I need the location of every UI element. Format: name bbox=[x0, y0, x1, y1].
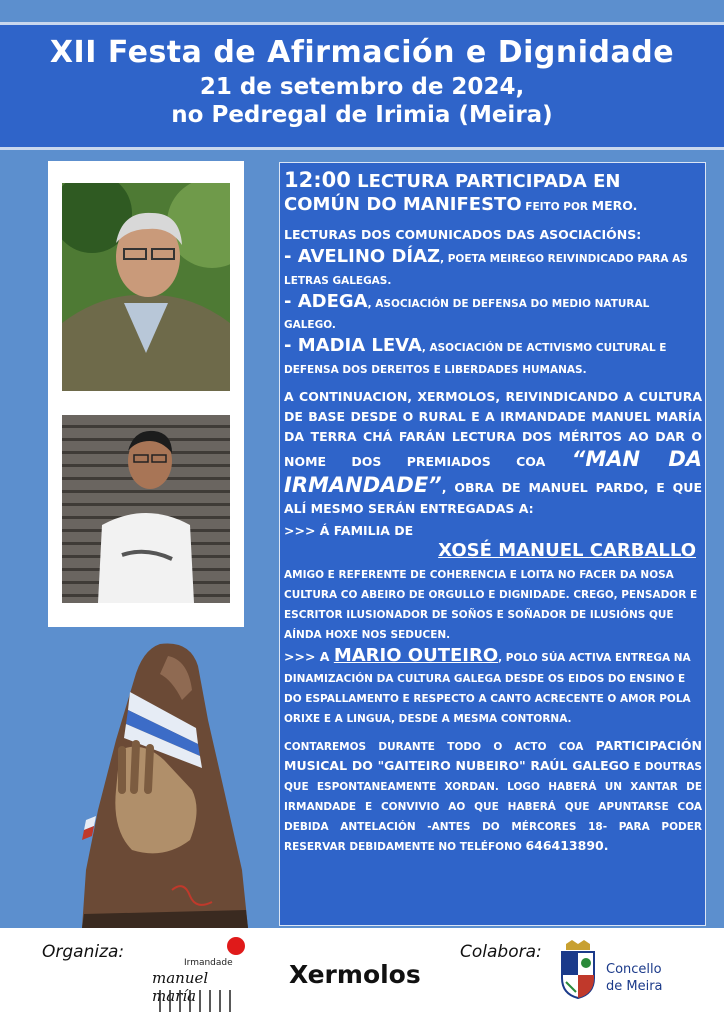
red-dot-icon bbox=[227, 937, 245, 955]
concello-meira-text bbox=[606, 962, 663, 996]
stroke-lines-icon bbox=[156, 990, 236, 1014]
assoc3-name: - MADIA LEVA bbox=[284, 335, 422, 356]
header-banner bbox=[0, 22, 724, 150]
irmandade-big-text: manuel maría bbox=[152, 969, 209, 1005]
portrait-photo-mario bbox=[62, 415, 230, 603]
winner1-desc: AMIGO E REFERENTE DE COHERENCIA E LOITA NO FACER DA NOSA CULTURA CO ABEIRO DE ORGULLO E DIGNIDADE. CREGO, PENSADOR E ESCRITOR ILUSIONADOR DE SOÑOS E SOÑADOR DE ILUSIÓNS QUE AÍNDA HOXE NOS SEDUCEN. bbox=[284, 568, 698, 641]
continuation-text: A CONTINUACION, XERMOLOS, REIVINDICANDO A CULTURA DE BASE DESDE O RURAL E A IRMANDADE MANUEL MARÍA DA TERRA CHÁ FARÁN LECTURA DOS MÉRITOS AO DAR O NOME DOS PREMIADOS COA bbox=[284, 388, 702, 469]
event-title: XII Festa de Afirmación e Dignidade bbox=[49, 35, 675, 70]
portrait-photo-avelino bbox=[62, 183, 230, 391]
program-intro-b: COMÚN DO MANIFESTO bbox=[284, 193, 522, 215]
sponsors-footer bbox=[0, 928, 724, 1024]
assoc3-desc: , ASOCIACIÓN DE ACTIVISMO CULTURAL E DEFENSA DOS DEREITOS E LIBERDADES HUMANAS. bbox=[284, 342, 667, 376]
winner2-prefix: >>> A bbox=[284, 648, 334, 664]
award-tail: , OBRA DE MANUEL PARDO, E QUE ALÍ MESMO SERÁN ENTREGADAS A: bbox=[284, 479, 702, 516]
program-intro-a: LECTURA PARTICIPADA EN bbox=[350, 171, 621, 192]
phone-number: 646413890. bbox=[525, 838, 609, 853]
award-name: “MAN DA IRMANDADE” bbox=[284, 446, 703, 497]
closing-b: PARTICIPACIÓN MUSICAL DO "GAITEIRO NUBEIRO" RAÚL GALEGO bbox=[284, 738, 702, 773]
concello-line2: de Meira bbox=[606, 978, 663, 994]
assoc1-name: - AVELINO DÍAZ bbox=[284, 246, 441, 267]
assoc1-desc: , POETA MEIREGO REIVINDICADO PARA AS LETRAS GALEGAS. bbox=[284, 253, 688, 287]
program-intro-d: MERO. bbox=[591, 197, 638, 213]
winner1-name: XOSÉ MANUEL CARBALLO bbox=[438, 540, 696, 561]
winner1-prefix: >>> Á FAMILIA DE bbox=[284, 523, 414, 538]
program-text-panel bbox=[279, 162, 706, 926]
concello-crest-icon bbox=[558, 938, 598, 1000]
assoc2-name: - ADEGA bbox=[284, 290, 368, 312]
xermolos-logo: Xermolos bbox=[289, 960, 421, 989]
irmandade-manuel-maria-logo bbox=[150, 936, 250, 1016]
organiza-label: Organiza: bbox=[42, 942, 125, 962]
event-place: no Pedregal de Irimia (Meira) bbox=[171, 102, 553, 128]
lecturas-heading: LECTURAS DOS COMUNICADOS DAS ASOCIACIÓNS: bbox=[284, 227, 642, 242]
winner2-name: MARIO OUTEIRO bbox=[333, 644, 499, 666]
program-time: 12:00 bbox=[284, 168, 351, 192]
photo-card bbox=[48, 161, 244, 627]
winner2-desc: , POLO SÚA ACTIVA ENTREGA NA DINAMIZACIÓN DA CULTURA GALEGA DESDE OS EIDOS DO ENSINO E DO ESPALLAMENTO E RESPECTO A CANTO ACRECENTE O AMOR POLA ORIXE E A LINGUA, DESDE A MESMA CONTORNA. bbox=[284, 651, 691, 725]
closing-a: CONTAREMOS DURANTE TODO O ACTO COA bbox=[284, 741, 596, 753]
program-intro-c: FEITO POR bbox=[521, 200, 592, 213]
irmandade-small-text: Irmandade bbox=[184, 958, 233, 968]
event-date: 21 de setembro de 2024, bbox=[199, 74, 525, 100]
closing-c: E DOUTRAS QUE ESPONTANEAMENTE XORDAN. LOGO HABERÁ UN XANTAR DE IRMANDADE E CONVIVIO AO QUE HABERÁ QUE APUNTARSE COA DEBIDA ANTELACIÓN -ANTES DO MÉRCORES 18- PARA PODER RESERVAR DEBIDAMENTE NO TELÉFONO bbox=[284, 761, 702, 853]
sculpture-man-da-irmandade-image bbox=[72, 640, 250, 930]
colabora-label: Colabora: bbox=[460, 942, 542, 962]
concello-line1: Concello bbox=[606, 962, 662, 977]
assoc2-desc: , ASOCIACIÓN DE DEFENSA DO MEDIO NATURAL GALEGO. bbox=[284, 297, 650, 331]
